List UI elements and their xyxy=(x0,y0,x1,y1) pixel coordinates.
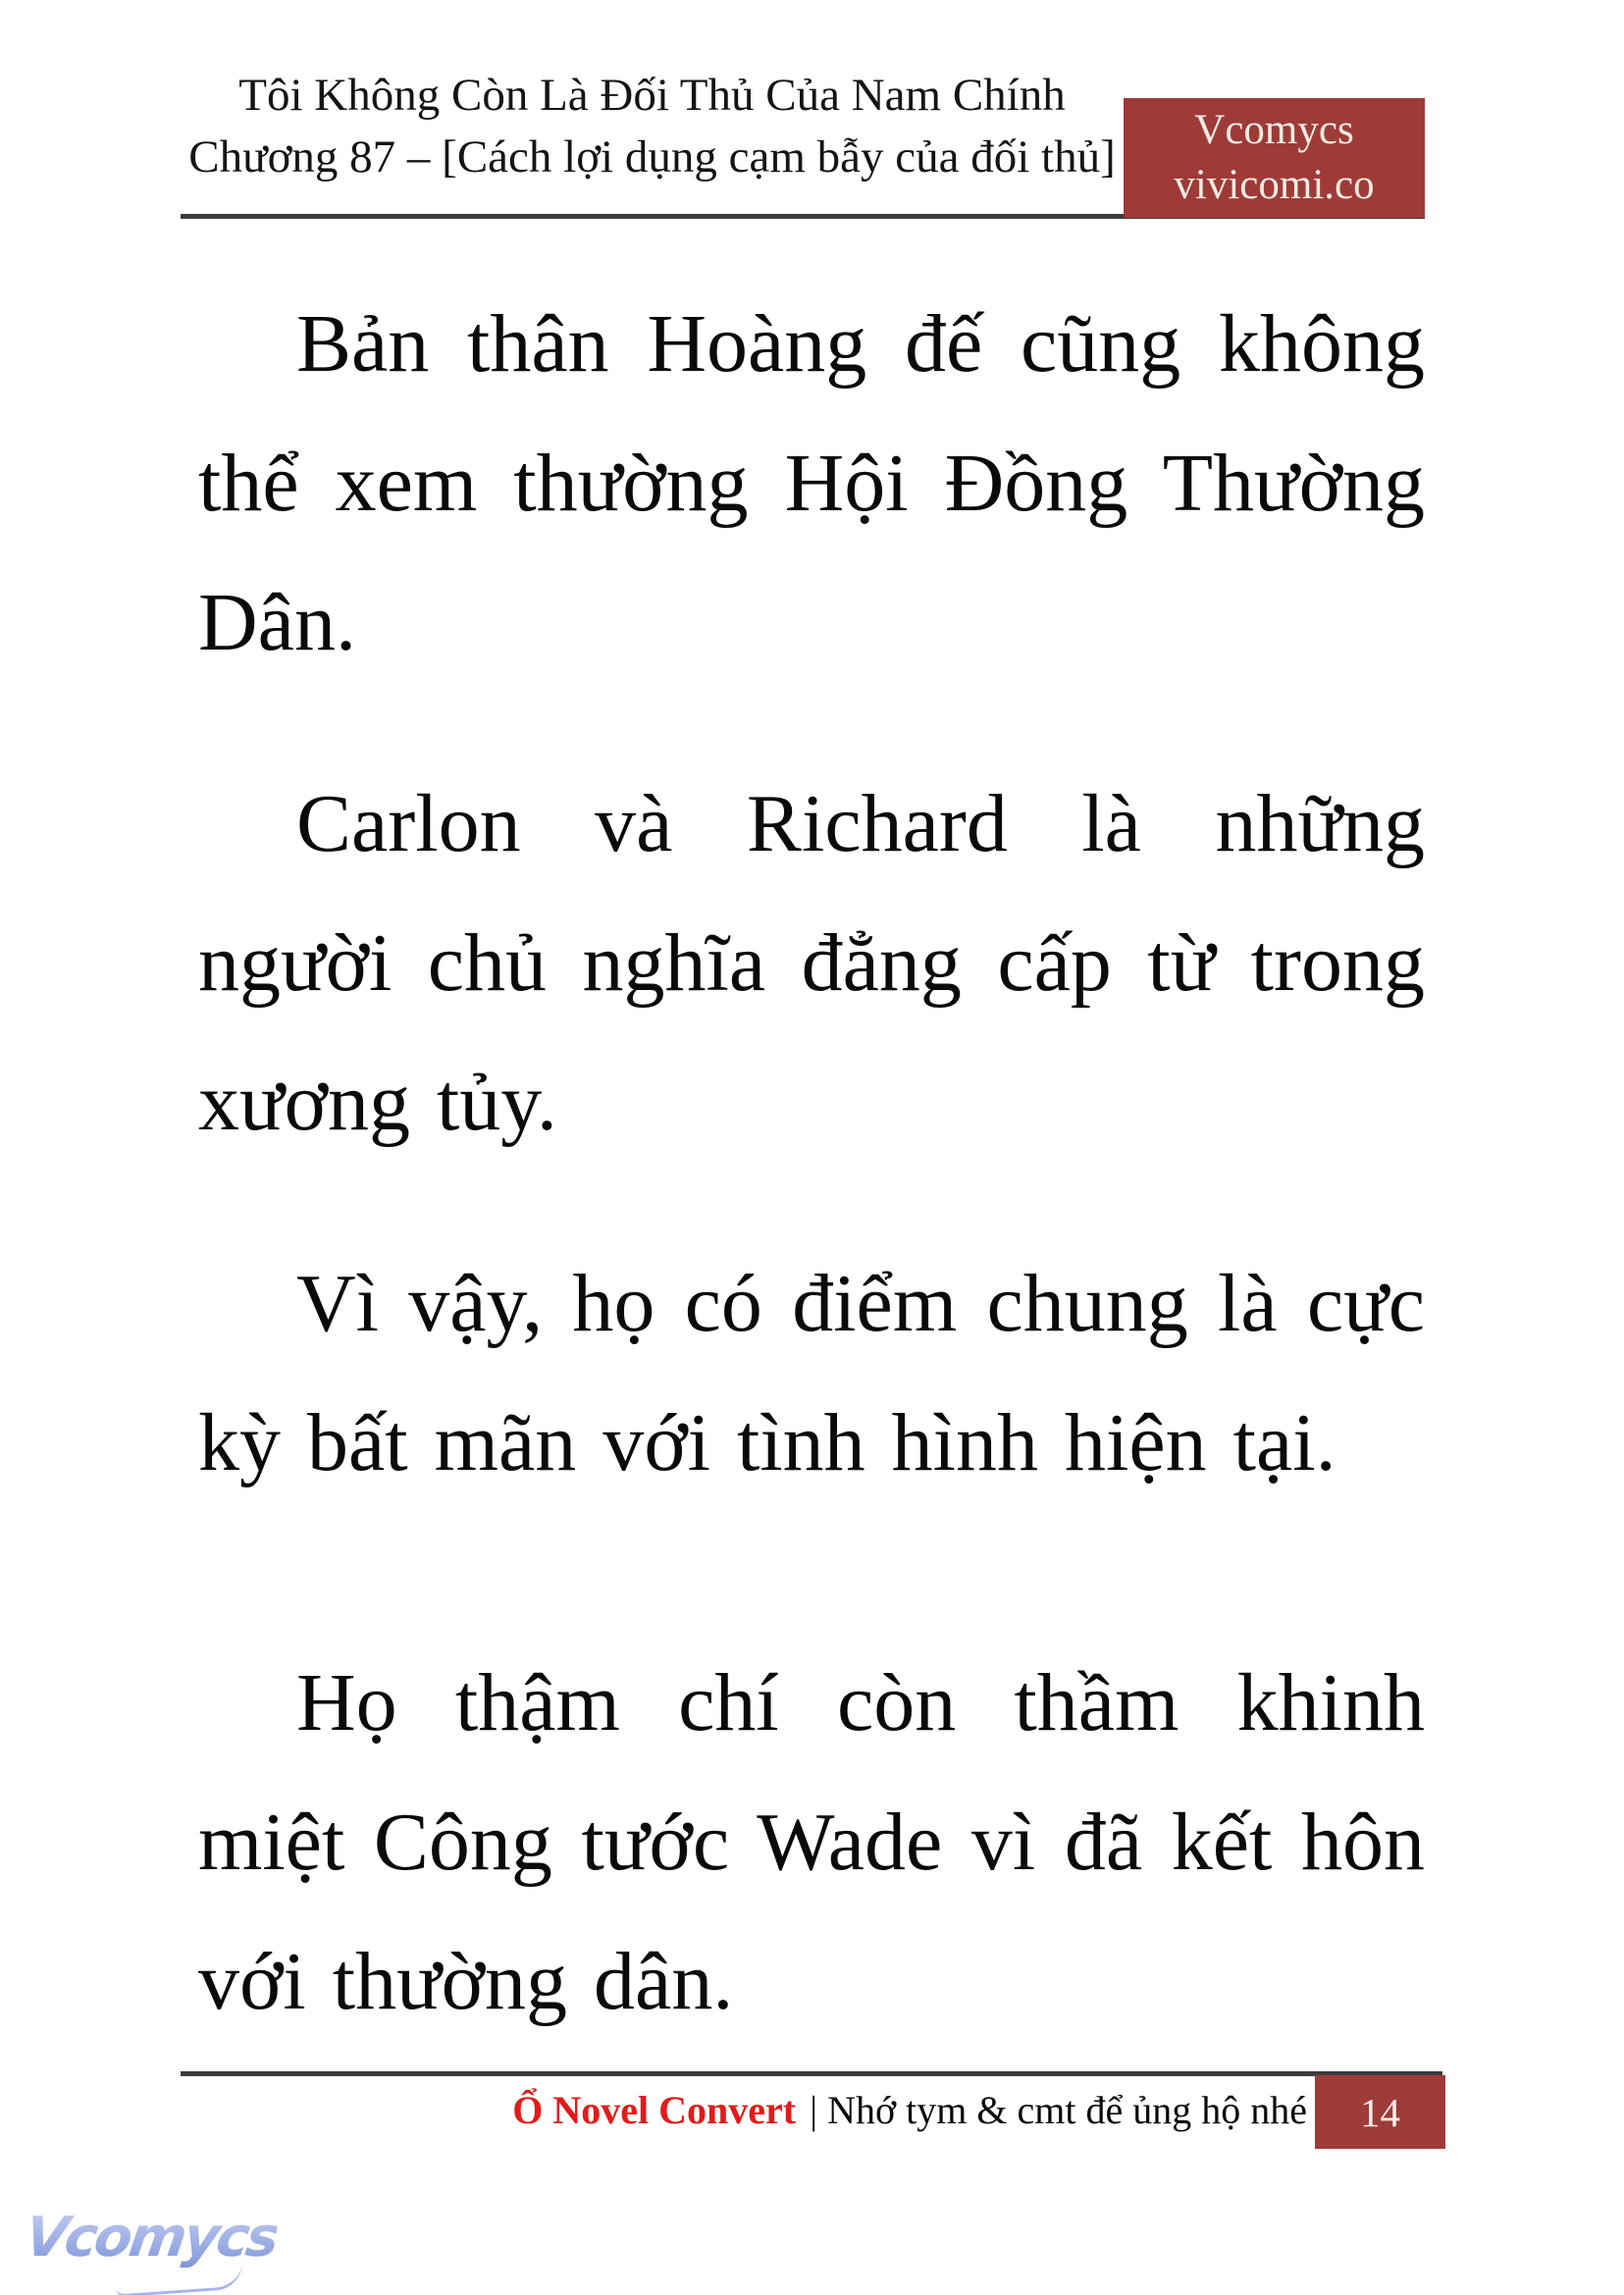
footer-brand: Ổ Novel Convert xyxy=(512,2088,797,2132)
footer-divider xyxy=(181,2071,1442,2076)
page-number: 14 xyxy=(1360,2089,1400,2135)
paragraph: Họ thậm chí còn thầm khinh miệt Công tước Wade vì đã kết hôn với thường dân. xyxy=(198,1657,1425,2027)
brand-site: vivicomi.co xyxy=(1174,162,1375,208)
novel-title: Tôi Không Còn Là Đối Thủ Của Nam Chính xyxy=(238,70,1066,121)
brand-name: Vcomycs xyxy=(1194,107,1354,153)
page-number-badge xyxy=(1315,2075,1445,2149)
chapter-title: Chương 87 – [Cách lợi dụng cạm bẫy của đối thủ] xyxy=(188,131,1116,183)
brand-badge xyxy=(1124,98,1425,218)
paragraph: Vì vậy, họ có điểm chung là cực kỳ bất mãn với tình hình hiện tại. xyxy=(198,1258,1425,1488)
vcomycs-watermark-logo: Vcomycs xyxy=(21,2206,281,2269)
footer-separator: | xyxy=(810,2088,818,2132)
page-header-title xyxy=(181,65,1124,188)
footer-credit xyxy=(181,2084,1307,2137)
paragraph: Carlon và Richard là những người chủ nghĩa đẳng cấp từ trong xương tủy. xyxy=(198,778,1425,1148)
chapter-body xyxy=(198,275,1425,2052)
footer-message: Nhớ tym & cmt để ủng hộ nhé xyxy=(827,2088,1307,2132)
paragraph: Bản thân Hoàng đế cũng không thể xem thường Hội Đồng Thường Dân. xyxy=(198,298,1425,668)
